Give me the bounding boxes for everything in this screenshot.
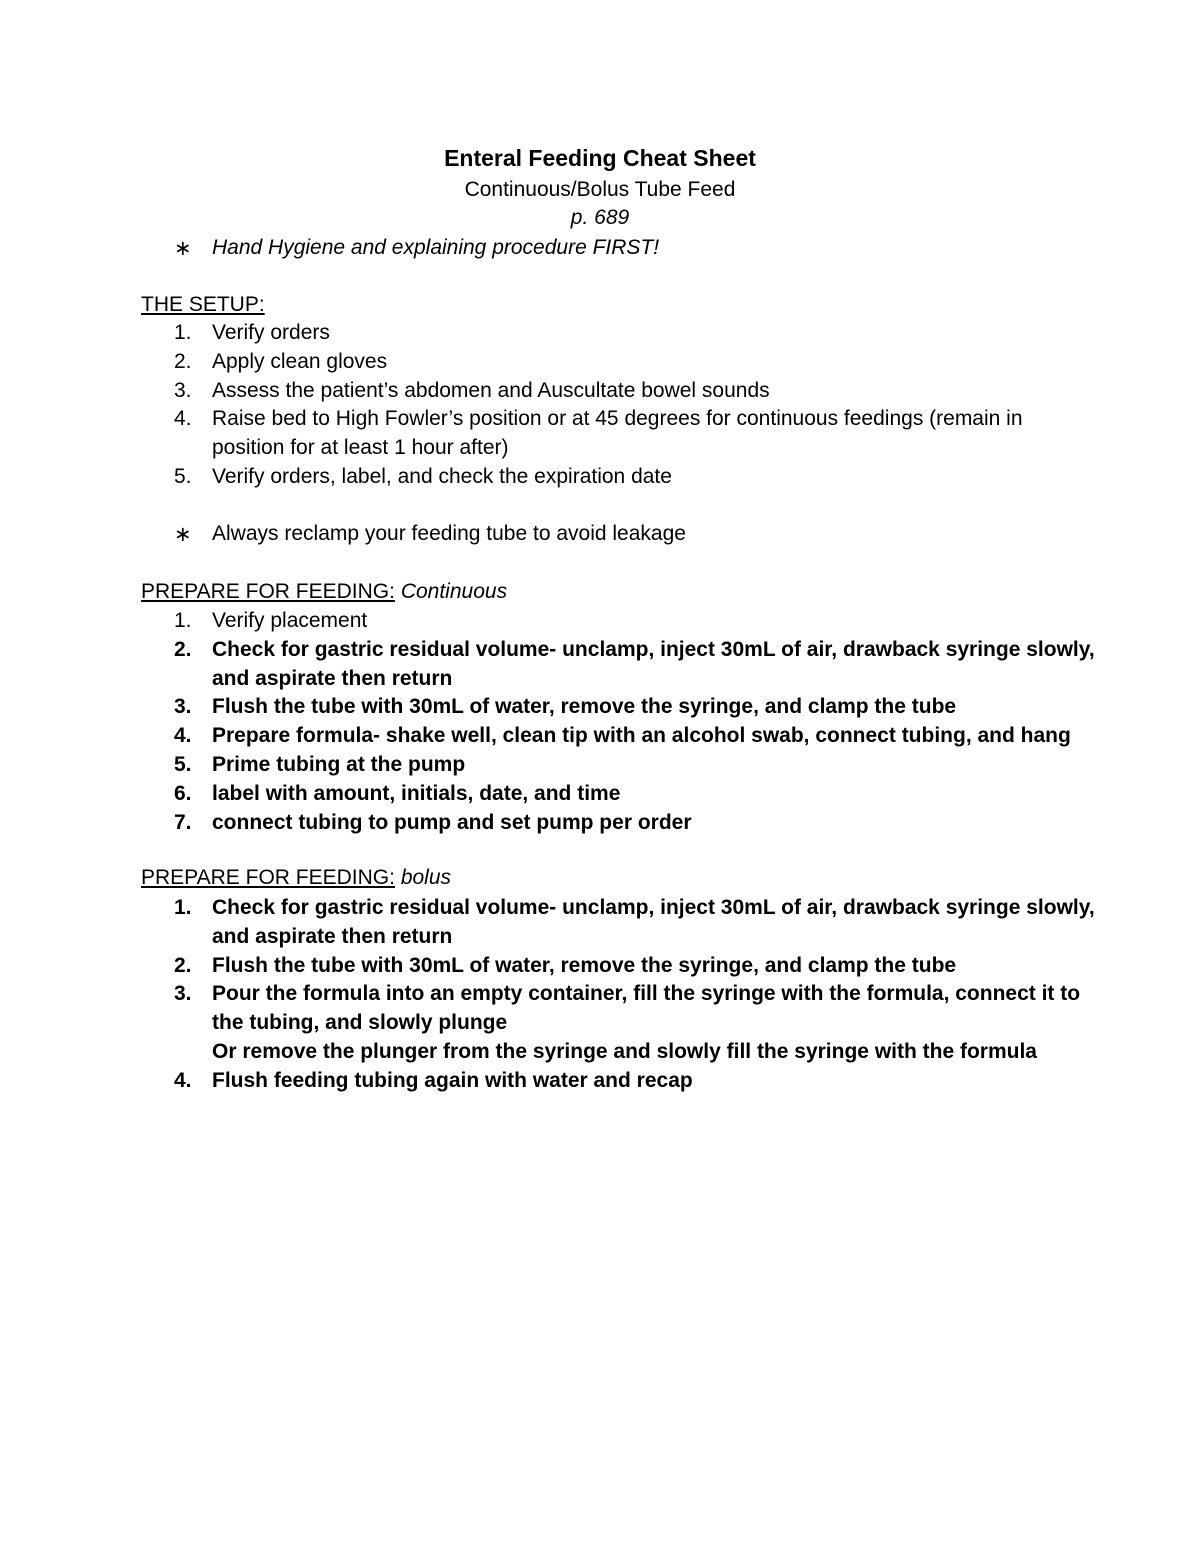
list-item-text: Check for gastric residual volume- unclamp, inject 30mL of air, drawback syringe slowly,	[212, 637, 1095, 661]
list-item-number: 4.	[174, 724, 192, 748]
list-item-number: 1.	[174, 609, 192, 632]
list-item-number: 3.	[174, 695, 192, 719]
list-item-number: 5.	[174, 465, 192, 488]
document-subtitle: Continuous/Bolus Tube Feed	[464, 178, 736, 201]
list-item-number: 6.	[174, 781, 192, 805]
hand-hygiene-text: Hand Hygiene and explaining procedure FIRST!	[212, 236, 660, 259]
list-item-text: and aspirate then return	[212, 924, 453, 948]
list-item-text: Prepare formula- shake well, clean tip with an alcohol swab, connect tubing, and hang	[212, 724, 1071, 748]
list-item-text: and aspirate then return	[212, 666, 453, 690]
reclamp-tip-text: Always reclamp your feeding tube to avoid leakage	[212, 522, 686, 545]
list-item-number: 5.	[174, 753, 192, 776]
list-item-text: Verify orders	[212, 321, 330, 344]
list-item-number: 3.	[174, 982, 192, 1006]
list-item-number: 1.	[174, 321, 192, 344]
document-title: Enteral Feeding Cheat Sheet	[444, 145, 756, 171]
list-item-text: label with amount, initials, date, and time	[212, 781, 621, 805]
list-item-number: 4.	[174, 1068, 192, 1092]
list-item-text: Pour the formula into an empty container, fill the syringe with the formula, connect it to	[212, 982, 1081, 1006]
list-item-text: Flush feeding tubing again with water and recap	[212, 1068, 693, 1092]
list-item-text: Prime tubing at the pump	[212, 753, 466, 776]
list-item-text: connect tubing to pump and set pump per order	[212, 810, 692, 834]
list-item-text: the tubing, and slowly plunge	[212, 1011, 508, 1035]
bolus-heading-label: PREPARE FOR FEEDING:	[141, 866, 395, 889]
list-item-text: position for at least 1 hour after)	[212, 436, 509, 460]
list-item-text: Check for gastric residual volume- unclamp, inject 30mL of air, drawback syringe slowly,	[212, 896, 1095, 919]
list-item-number: 2.	[174, 349, 192, 373]
list-item-number: 2.	[174, 953, 192, 977]
continuous-heading-mode: Continuous	[400, 580, 508, 603]
list-item-text: Or remove the plunger from the syringe and slowly fill the syringe with the formula	[212, 1039, 1037, 1063]
list-item-number: 2.	[174, 637, 192, 661]
asterisk-bullet-icon: ∗	[174, 237, 192, 260]
bolus-heading	[141, 866, 451, 890]
list-item-text: Flush the tube with 30mL of water, remove the syringe, and clamp the tube	[212, 695, 957, 719]
list-item-number: 4.	[174, 407, 192, 431]
list-item-text: Assess the patient’s abdomen and Auscultate bowel sounds	[212, 378, 770, 402]
list-item-text: Apply clean gloves	[212, 349, 388, 373]
list-item-text: Flush the tube with 30mL of water, remove the syringe, and clamp the tube	[212, 953, 957, 977]
list-item-text: Verify placement	[212, 609, 368, 632]
setup-heading: THE SETUP:	[141, 293, 265, 316]
list-item-text: Verify orders, label, and check the expiration date	[212, 465, 672, 488]
list-item-number: 7.	[174, 810, 192, 834]
list-item-text: Raise bed to High Fowler’s position or at 45 degrees for continuous feedings (remain in	[212, 407, 1023, 431]
asterisk-bullet-icon: ∗	[174, 523, 192, 546]
page-reference: p. 689	[570, 206, 630, 229]
continuous-heading	[141, 580, 507, 604]
list-item-number: 1.	[174, 896, 192, 919]
list-item-number: 3.	[174, 378, 192, 402]
continuous-heading-label: PREPARE FOR FEEDING:	[141, 580, 395, 603]
bolus-heading-mode: bolus	[400, 866, 452, 889]
